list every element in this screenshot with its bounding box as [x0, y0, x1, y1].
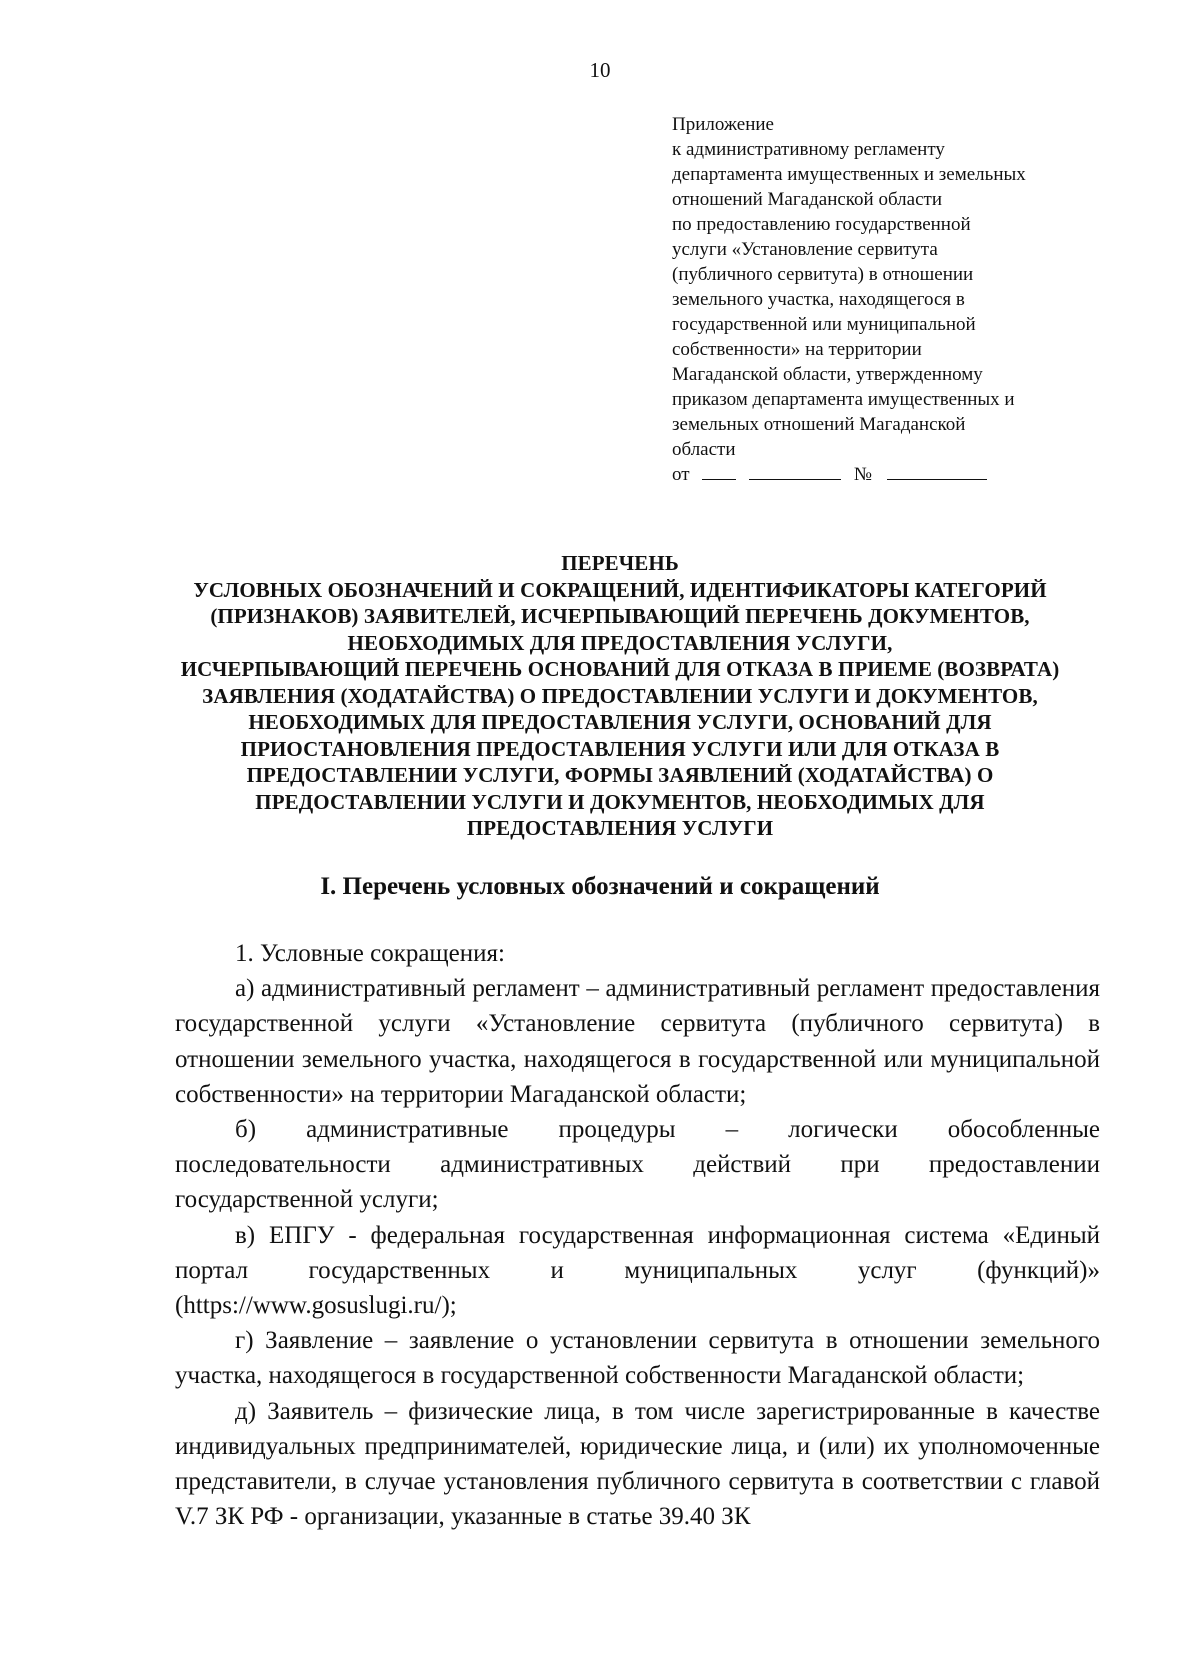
- title-line: (ПРИЗНАКОВ) ЗАЯВИТЕЛЕЙ, ИСЧЕРПЫВАЮЩИЙ ПЕРЕЧЕНЬ ДОКУМЕНТОВ,: [210, 604, 1030, 628]
- title-line: ИСЧЕРПЫВАЮЩИЙ ПЕРЕЧЕНЬ ОСНОВАНИЙ ДЛЯ ОТКАЗА В ПРИЕМЕ (ВОЗВРАТА): [180, 657, 1060, 681]
- date-prefix: от: [672, 464, 690, 485]
- page-number: 10: [589, 58, 611, 82]
- appendix-line: по предоставлению государственной: [672, 214, 971, 235]
- date-number-line: [672, 462, 1112, 487]
- title-line: НЕОБХОДИМЫХ ДЛЯ ПРЕДОСТАВЛЕНИЯ УСЛУГИ,: [347, 630, 893, 655]
- appendix-line: земельного участка, находящегося в: [672, 289, 965, 310]
- number-sign: №: [853, 464, 872, 485]
- date-month-blank: [749, 462, 841, 480]
- title-line: ПЕРЕЧЕНЬ: [561, 551, 679, 575]
- title-line: НЕОБХОДИМЫХ ДЛЯ ПРЕДОСТАВЛЕНИЯ УСЛУГИ, ОСНОВАНИЙ ДЛЯ: [248, 710, 992, 734]
- definition-paragraph: г) Заявление – заявление о установлении сервитута в отношении земельного участка, находящегося в государственной собственности Магаданской области;: [175, 1327, 1100, 1390]
- definition-paragraph: д) Заявитель – физические лица, в том числе зарегистрированные в качестве индивидуальных предпринимателей, юридические лица, и (или) их уполномоченные представители, в случае установления публичного сервитута в соответствии с главой V.7 ЗК РФ - организации, указанные в статье 39.40 ЗК: [175, 1397, 1100, 1531]
- date-day-blank: [702, 462, 736, 480]
- definition-paragraph: а) административный регламент – административный регламент предоставления государственной услуги «Установление сервитута (публичного сервитута) в отношении земельного участка, находящегося в государственной или муниципальной собственности» на территории Магаданской области;: [175, 975, 1100, 1108]
- section-heading: I. Перечень условных обозначений и сокращений: [320, 873, 880, 900]
- appendix-line: (публичного сервитута) в отношении: [672, 264, 974, 285]
- title-line: ПРЕДОСТАВЛЕНИЯ УСЛУГИ: [466, 816, 774, 840]
- appendix-line: департамента имущественных и земельных: [672, 164, 1026, 185]
- appendix-line: услуги «Установление сервитута: [672, 239, 938, 260]
- title-line: ПРЕДОСТАВЛЕНИИ УСЛУГИ И ДОКУМЕНТОВ, НЕОБХОДИМЫХ ДЛЯ: [255, 789, 985, 814]
- document-number-blank: [887, 462, 987, 480]
- appendix-line: к административному регламенту: [672, 139, 945, 160]
- title-line: УСЛОВНЫХ ОБОЗНАЧЕНИЙ И СОКРАЩЕНИЙ, ИДЕНТИФИКАТОРЫ КАТЕГОРИЙ: [193, 577, 1047, 602]
- appendix-line: Магаданской области, утвержденному: [672, 364, 983, 385]
- appendix-line: собственности» на территории: [672, 339, 922, 360]
- appendix-line: области: [672, 439, 736, 460]
- title-line: ПРИОСТАНОВЛЕНИЯ ПРЕДОСТАВЛЕНИЯ УСЛУГИ ИЛИ ДЛЯ ОТКАЗА В: [240, 736, 1000, 761]
- appendix-line: отношений Магаданской области: [672, 189, 942, 210]
- document-title: [150, 550, 1090, 842]
- appendix-block: [672, 112, 1112, 487]
- body-text: [175, 936, 1100, 1534]
- title-line: ЗАЯВЛЕНИЯ (ХОДАТАЙСТВА) О ПРЕДОСТАВЛЕНИИ УСЛУГИ И ДОКУМЕНТОВ,: [202, 683, 1038, 708]
- definition-paragraph: в) ЕПГУ - федеральная государственная информационная система «Единый портал государственных и муниципальных услуг (функций)» (https://www.gosuslugi.ru/);: [175, 1221, 1100, 1320]
- appendix-line: государственной или муниципальной: [672, 314, 976, 335]
- appendix-line: земельных отношений Магаданской: [672, 414, 966, 435]
- title-line: ПРЕДОСТАВЛЕНИИ УСЛУГИ, ФОРМЫ ЗАЯВЛЕНИЙ (ХОДАТАЙСТВА) О: [246, 763, 994, 787]
- list-item-heading: 1. Условные сокращения:: [235, 940, 505, 967]
- appendix-line: приказом департамента имущественных и: [672, 389, 1015, 410]
- definition-paragraph: б) административные процедуры – логически обособленные последовательности административных действий при предоставлении государственной услуги;: [175, 1116, 1100, 1214]
- appendix-line: Приложение: [672, 114, 774, 135]
